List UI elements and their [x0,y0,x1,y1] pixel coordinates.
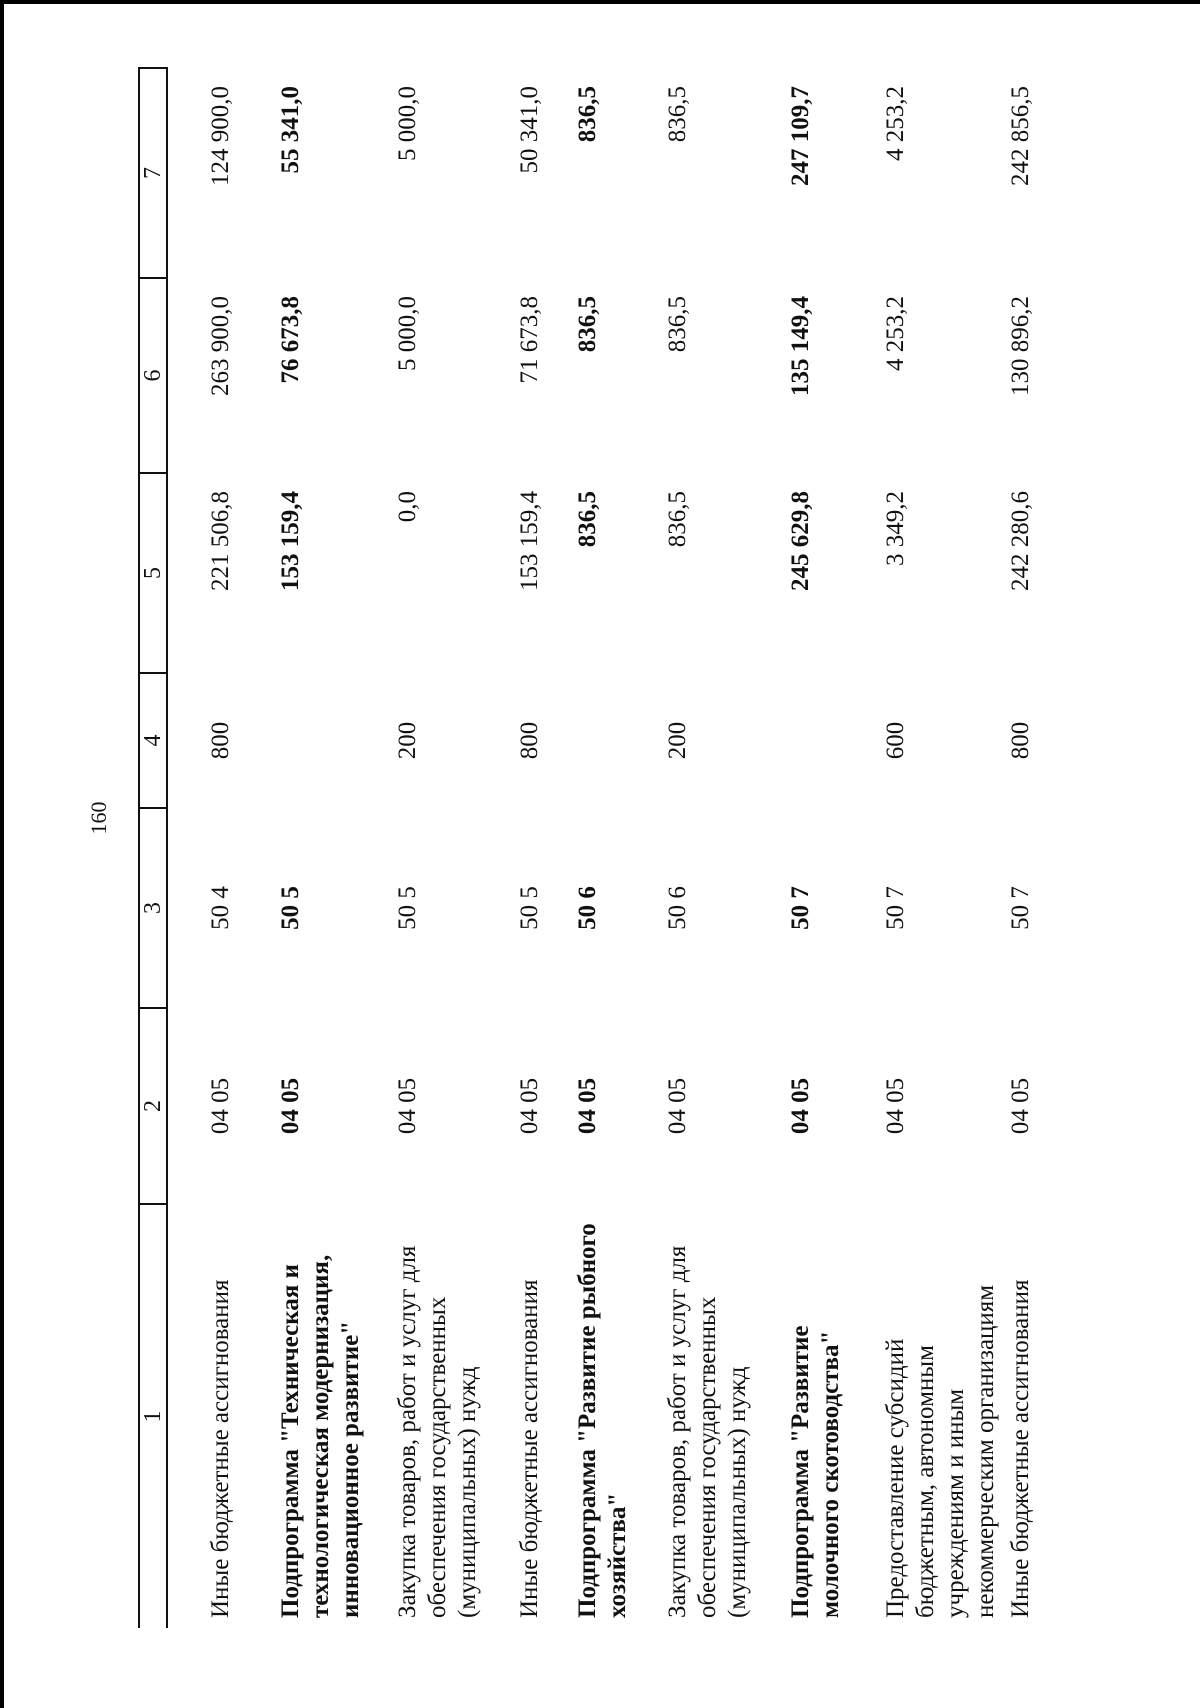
table-row-subprogram [786,68,881,1628]
row-name: Подпрограмма "Техническая и технологическая модернизация, инновационное развитие" [277,1254,364,1618]
row-expense-type [276,673,393,808]
row-value-6: 5 000,0 [394,296,421,371]
header-cell-1: 1 [139,1204,167,1628]
row-program-code: 50 7 [882,886,909,930]
row-value-7: 50 341,0 [516,86,543,174]
row-section-code: 04 05 [277,1077,304,1135]
row-expense-type: 800 [207,721,234,760]
row-section-code: 04 05 [516,1077,543,1135]
row-program-code: 50 7 [787,886,814,930]
table-row [663,68,786,1628]
row-section-code: 04 05 [1007,1077,1034,1135]
row-name: Иные бюджетные ассигнования [207,1279,234,1618]
row-program-code: 50 4 [207,886,234,930]
row-program-code: 50 5 [277,886,304,930]
row-section-code: 04 05 [574,1077,601,1135]
table-header-row [139,68,167,1628]
row-value-7: 4 253,2 [882,86,909,161]
row-program-code: 50 6 [574,886,601,930]
row-name: Предоставление субсидий бюджетным, автономным учреждениям и иным некоммерческим организациям [882,1284,999,1618]
row-expense-type: 200 [394,721,421,760]
table-row [167,68,276,1628]
row-expense-type: 600 [882,721,909,760]
row-value-6: 71 673,8 [516,296,543,384]
row-section-code: 04 05 [787,1077,814,1135]
row-value-6: 135 149,4 [787,296,814,396]
table-row [515,68,573,1628]
row-value-5: 221 506,8 [207,491,234,591]
row-value-5: 836,5 [574,491,601,548]
row-value-7: 5 000,0 [394,86,421,161]
rotated-table-container [138,68,1034,1628]
row-name: Иные бюджетные ассигнования [516,1279,543,1618]
row-name: Иные бюджетные ассигнования [1007,1279,1034,1618]
row-value-7: 55 341,0 [277,86,304,174]
scan-edge-top [0,0,1200,4]
row-expense-type: 200 [664,721,691,760]
row-program-code: 50 5 [394,886,421,930]
row-value-7: 242 856,5 [1007,86,1034,186]
row-value-7: 247 109,7 [787,86,814,186]
row-value-5: 0,0 [394,491,421,523]
row-value-5: 245 629,8 [787,491,814,591]
row-value-7: 836,5 [574,86,601,143]
table-row [881,68,1006,1628]
header-cell-2: 2 [139,1008,167,1204]
row-program-code: 50 5 [516,886,543,930]
header-cell-7: 7 [139,68,167,278]
row-value-6: 836,5 [664,296,691,353]
row-value-5: 153 159,4 [277,491,304,591]
row-expense-type: 800 [1007,721,1034,760]
row-name: Закупка товаров, работ и услуг для обеспечения государственных (муниципальных) нужд [664,1245,751,1618]
row-value-7: 124 900,0 [207,86,234,186]
header-cell-4: 4 [139,673,167,808]
row-section-code: 04 05 [882,1077,909,1135]
row-value-7: 836,5 [664,86,691,143]
table-row-subprogram [573,68,663,1628]
row-section-code: 04 05 [207,1077,234,1135]
row-program-code: 50 6 [664,886,691,930]
row-value-6: 263 900,0 [207,296,234,396]
row-value-6: 130 896,2 [1007,296,1034,396]
header-cell-5: 5 [139,473,167,673]
row-value-5: 3 349,2 [882,491,909,566]
row-name: Подпрограмма "Развитие рыбного хозяйства" [574,1223,631,1618]
row-name: Закупка товаров, работ и услуг для обеспечения государственных (муниципальных) нужд [394,1245,481,1618]
row-section-code: 04 05 [394,1077,421,1135]
row-value-5: 242 280,6 [1007,491,1034,591]
scan-edge-left [0,0,4,1708]
row-value-6: 4 253,2 [882,296,909,371]
row-expense-type: 800 [516,721,543,760]
row-value-5: 153 159,4 [516,491,543,591]
budget-table [138,67,1066,1628]
row-value-6: 76 673,8 [277,296,304,384]
table-row-subprogram [276,68,393,1628]
table-row [1006,68,1066,1628]
row-value-5: 836,5 [664,491,691,548]
row-name: Подпрограмма "Развитие молочного скотоводства" [787,1325,844,1618]
page-number: 160 [86,801,111,835]
row-program-code: 50 7 [1007,886,1034,930]
table-row [393,68,515,1628]
row-expense-type [786,673,881,808]
header-cell-3: 3 [139,808,167,1008]
row-expense-type [573,673,663,808]
header-cell-6: 6 [139,278,167,473]
row-value-6: 836,5 [574,296,601,353]
row-section-code: 04 05 [664,1077,691,1135]
